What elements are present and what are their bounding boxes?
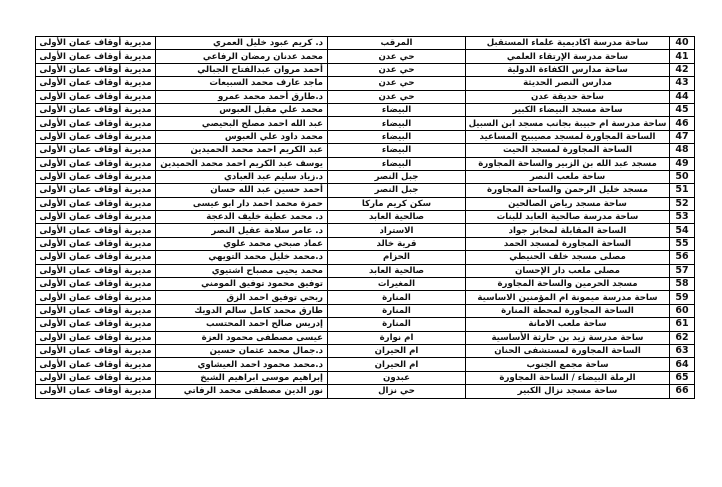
site-name-cell: الساحة المجاورة لمسجد مصيبيح المساعيد: [466, 130, 670, 143]
table-row: [36, 251, 695, 264]
supervisor-cell: عبد الكريم احمد محمد الحميدين: [156, 144, 328, 157]
site-name-cell: ساحة مدرسة صالحية العابد للبنات: [466, 211, 670, 224]
row-number-cell: 43: [670, 77, 695, 90]
directorate-cell: مديرية أوقاف عمان الأولى: [36, 197, 156, 210]
site-name-cell: ساحة مجمع الجنوب: [466, 358, 670, 371]
directorate-cell: مديرية أوقاف عمان الأولى: [36, 103, 156, 116]
row-number-cell: 55: [670, 237, 695, 250]
row-number-cell: 51: [670, 184, 695, 197]
supervisor-cell: محمد يحيى مصباح اشتيوي: [156, 264, 328, 277]
site-name-cell: ساحة مدرسة ميمونة ام المؤمنين الاساسية: [466, 291, 670, 304]
row-number-cell: 64: [670, 358, 695, 371]
row-number-cell: 54: [670, 224, 695, 237]
supervisor-cell: عماد صبحي محمد علوي: [156, 237, 328, 250]
site-name-cell: ساحة حديقة عدن: [466, 90, 670, 103]
row-number-cell: 42: [670, 63, 695, 76]
site-name-cell: مسجد خليل الرحمن والساحة المجاورة: [466, 184, 670, 197]
site-name-cell: مصلى ملعب دار الإحسان: [466, 264, 670, 277]
row-number-cell: 66: [670, 385, 695, 398]
supervisor-cell: د.جمال محمد عثمان حسين: [156, 344, 328, 357]
supervisor-cell: طارق محمد كامل سالم الدويك: [156, 304, 328, 317]
area-cell: ام الحيران: [328, 358, 466, 371]
directorate-cell: مديرية أوقاف عمان الأولى: [36, 291, 156, 304]
area-cell: الاستراد: [328, 224, 466, 237]
supervisor-cell: د. عامر سلامة عقيل النصر: [156, 224, 328, 237]
row-number-cell: 49: [670, 157, 695, 170]
table-row: [36, 197, 695, 210]
directorate-cell: مديرية أوقاف عمان الأولى: [36, 344, 156, 357]
directorate-cell: مديرية أوقاف عمان الأولى: [36, 237, 156, 250]
table-row: [36, 331, 695, 344]
area-cell: صالحية العابد: [328, 211, 466, 224]
directorate-cell: مديرية أوقاف عمان الأولى: [36, 211, 156, 224]
supervisor-cell: د.زياد سليم عبد العبادي: [156, 170, 328, 183]
directorate-cell: مديرية أوقاف عمان الأولى: [36, 304, 156, 317]
area-cell: المرقب: [328, 37, 466, 50]
directorate-cell: مديرية أوقاف عمان الأولى: [36, 251, 156, 264]
site-name-cell: مسجد عبد الله بن الزبير والساحة المجاورة: [466, 157, 670, 170]
row-number-cell: 65: [670, 371, 695, 384]
area-cell: جبل النصر: [328, 170, 466, 183]
table-row: [36, 278, 695, 291]
row-number-cell: 40: [670, 37, 695, 50]
site-name-cell: ساحة مسجد نزال الكبير: [466, 385, 670, 398]
directorate-cell: مديرية أوقاف عمان الأولى: [36, 318, 156, 331]
area-cell: عبدون: [328, 371, 466, 384]
prayer-sites-table: [35, 36, 695, 399]
supervisor-cell: عيسى مصطفى محمود العزة: [156, 331, 328, 344]
area-cell: البيضاء: [328, 130, 466, 143]
area-cell: حي عدن: [328, 90, 466, 103]
table-row: [36, 144, 695, 157]
directorate-cell: مديرية أوقاف عمان الأولى: [36, 130, 156, 143]
supervisor-cell: محمد علي مقبل العبوس: [156, 103, 328, 116]
area-cell: حي عدن: [328, 50, 466, 63]
table-row: [36, 117, 695, 130]
table-row: [36, 130, 695, 143]
area-cell: حي نزال: [328, 385, 466, 398]
area-cell: جبل النصر: [328, 184, 466, 197]
supervisor-cell: إبراهيم موسى ابراهيم الشيخ: [156, 371, 328, 384]
table-row: [36, 103, 695, 116]
supervisor-cell: حمزة محمد احمد دار ابو عيسى: [156, 197, 328, 210]
directorate-cell: مديرية أوقاف عمان الأولى: [36, 371, 156, 384]
area-cell: البيضاء: [328, 117, 466, 130]
directorate-cell: مديرية أوقاف عمان الأولى: [36, 184, 156, 197]
table-row: [36, 184, 695, 197]
table-row: [36, 211, 695, 224]
area-cell: حي عدن: [328, 63, 466, 76]
supervisor-cell: محمد عدنان رمضان الرفاعي: [156, 50, 328, 63]
directorate-cell: مديرية أوقاف عمان الأولى: [36, 50, 156, 63]
table-row: [36, 37, 695, 50]
row-number-cell: 59: [670, 291, 695, 304]
site-name-cell: الساحة المجاورة لمحطة المنارة: [466, 304, 670, 317]
site-name-cell: ساحة مدرسة الإرتقاء العلمي: [466, 50, 670, 63]
site-name-cell: الساحة المقابلة لمخابز جواد: [466, 224, 670, 237]
row-number-cell: 44: [670, 90, 695, 103]
table-row: [36, 157, 695, 170]
directorate-cell: مديرية أوقاف عمان الأولى: [36, 90, 156, 103]
site-name-cell: مصلى مسجد خلف الحنيطي: [466, 251, 670, 264]
supervisor-cell: محمد داود علي العبوس: [156, 130, 328, 143]
table-row: [36, 50, 695, 63]
supervisor-cell: د.محمد خليل محمد التويهي: [156, 251, 328, 264]
supervisor-cell: نور الدين مصطفى محمد الرفاتي: [156, 385, 328, 398]
row-number-cell: 63: [670, 344, 695, 357]
directorate-cell: مديرية أوقاف عمان الأولى: [36, 358, 156, 371]
row-number-cell: 50: [670, 170, 695, 183]
site-name-cell: ساحة مدرسة ام حبيبة بجانب مسجد ابن السبيل: [466, 117, 670, 130]
directorate-cell: مديرية أوقاف عمان الأولى: [36, 278, 156, 291]
table-row: [36, 224, 695, 237]
table-row: [36, 170, 695, 183]
site-name-cell: ساحة ملعب النصر: [466, 170, 670, 183]
directorate-cell: مديرية أوقاف عمان الأولى: [36, 63, 156, 76]
area-cell: صالحية العابد: [328, 264, 466, 277]
row-number-cell: 52: [670, 197, 695, 210]
table-row: [36, 264, 695, 277]
area-cell: الحزام: [328, 251, 466, 264]
row-number-cell: 45: [670, 103, 695, 116]
area-cell: البيضاء: [328, 103, 466, 116]
row-number-cell: 53: [670, 211, 695, 224]
directorate-cell: مديرية أوقاف عمان الأولى: [36, 117, 156, 130]
site-name-cell: ساحة مدرسة اكاديمية علماء المستقبل: [466, 37, 670, 50]
site-name-cell: ساحة مدارس الكفاءة الدولية: [466, 63, 670, 76]
directorate-cell: مديرية أوقاف عمان الأولى: [36, 331, 156, 344]
table-row: [36, 63, 695, 76]
row-number-cell: 47: [670, 130, 695, 143]
supervisor-cell: د.محمد محمود احمد العيشاوي: [156, 358, 328, 371]
table-row: [36, 318, 695, 331]
table-body: [36, 37, 695, 399]
area-cell: حي عدن: [328, 77, 466, 90]
site-name-cell: الساحة المجاورة لمستشفى الحنان: [466, 344, 670, 357]
site-name-cell: ساحة مسجد البيضاء الكبير: [466, 103, 670, 116]
row-number-cell: 57: [670, 264, 695, 277]
directorate-cell: مديرية أوقاف عمان الأولى: [36, 224, 156, 237]
supervisor-cell: د.طارق أحمد محمد عمرو: [156, 90, 328, 103]
site-name-cell: ساحة مسجد رياض الصالحين: [466, 197, 670, 210]
area-cell: المنارة: [328, 291, 466, 304]
site-name-cell: الساحة المجاورة لمسجد الحيت: [466, 144, 670, 157]
supervisor-cell: يوسف عبد الكريم احمد محمد الحميدين: [156, 157, 328, 170]
directorate-cell: مديرية أوقاف عمان الأولى: [36, 144, 156, 157]
supervisor-cell: عبد الله احمد مصلح البحيصي: [156, 117, 328, 130]
table-row: [36, 344, 695, 357]
area-cell: البيضاء: [328, 157, 466, 170]
supervisor-cell: أحمد حسين عبد الله حسان: [156, 184, 328, 197]
row-number-cell: 56: [670, 251, 695, 264]
area-cell: قرية خالد: [328, 237, 466, 250]
area-cell: سكن كريم ماركا: [328, 197, 466, 210]
supervisor-cell: د. محمد عطية خليف الدعجة: [156, 211, 328, 224]
table-row: [36, 358, 695, 371]
area-cell: المغيرات: [328, 278, 466, 291]
site-name-cell: ساحة مدرسة زيد بن حارثة الأساسية: [466, 331, 670, 344]
area-cell: المنارة: [328, 304, 466, 317]
area-cell: ام الحيران: [328, 344, 466, 357]
document-page: [35, 36, 687, 399]
area-cell: ام نوارة: [328, 331, 466, 344]
supervisor-cell: ربحي توفيق احمد الزق: [156, 291, 328, 304]
table-row: [36, 77, 695, 90]
supervisor-cell: د. كريم عبود خليل العمري: [156, 37, 328, 50]
directorate-cell: مديرية أوقاف عمان الأولى: [36, 170, 156, 183]
site-name-cell: مسجد الحرمين والساحة المجاورة: [466, 278, 670, 291]
table-row: [36, 371, 695, 384]
table-row: [36, 304, 695, 317]
directorate-cell: مديرية أوقاف عمان الأولى: [36, 157, 156, 170]
row-number-cell: 62: [670, 331, 695, 344]
site-name-cell: ساحة ملعب الامانة: [466, 318, 670, 331]
row-number-cell: 48: [670, 144, 695, 157]
row-number-cell: 61: [670, 318, 695, 331]
table-row: [36, 291, 695, 304]
table-row: [36, 385, 695, 398]
directorate-cell: مديرية أوقاف عمان الأولى: [36, 37, 156, 50]
supervisor-cell: ماجد عارف محمد السبيعات: [156, 77, 328, 90]
site-name-cell: الرملة البيضاء / الساحة المجاورة: [466, 371, 670, 384]
directorate-cell: مديرية أوقاف عمان الأولى: [36, 77, 156, 90]
table-row: [36, 90, 695, 103]
row-number-cell: 60: [670, 304, 695, 317]
row-number-cell: 41: [670, 50, 695, 63]
supervisor-cell: توفيق محمود توفيق المومني: [156, 278, 328, 291]
directorate-cell: مديرية أوقاف عمان الأولى: [36, 385, 156, 398]
area-cell: المنارة: [328, 318, 466, 331]
row-number-cell: 58: [670, 278, 695, 291]
supervisor-cell: إدريس صالح احمد المحتسب: [156, 318, 328, 331]
supervisor-cell: أحمد مروان عبدالفتاح الجبالي: [156, 63, 328, 76]
row-number-cell: 46: [670, 117, 695, 130]
site-name-cell: مدارس النصر الحديثة: [466, 77, 670, 90]
table-row: [36, 237, 695, 250]
site-name-cell: الساحة المجاورة لمسجد الحمد: [466, 237, 670, 250]
directorate-cell: مديرية أوقاف عمان الأولى: [36, 264, 156, 277]
area-cell: البيضاء: [328, 144, 466, 157]
